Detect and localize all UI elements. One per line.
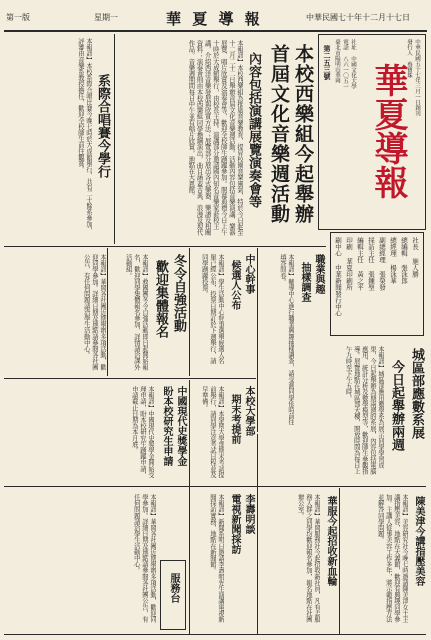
- page-header: [6, 8, 426, 30]
- exam-body: 本報訊】本學期大學部期末考試提前舉行，請同學注意考試日程並及早準備。: [200, 386, 224, 478]
- li-headline: 李壽明談: [243, 494, 254, 534]
- masthead-line-3: 社址 中國文化大學: [350, 39, 356, 89]
- li-story: [190, 490, 256, 632]
- exam-headline: 本校大學部: [243, 386, 254, 436]
- staff-line-6: 編輯主任 黃之平: [356, 237, 364, 291]
- cadre-subhead: 候選人公布: [229, 260, 240, 310]
- job-story: [258, 250, 326, 430]
- exam-story: [190, 382, 256, 482]
- masthead-line-5: 臺北市陽明山華岡: [334, 39, 340, 83]
- staff-line-7: 印刷 華夏印刷所: [345, 237, 353, 291]
- bottom-left-body: 本報訊】華岡各社團近期舉辦多項活動，歡迎同學參加。詳細日期及地點請參閱各社團公告，有任何問題請洽學生活動中心。: [82, 254, 106, 370]
- masthead-line-2: 發行人 蔡寶珠: [406, 39, 412, 78]
- hist-headline: 中國現代史獎學金: [175, 386, 186, 466]
- lead-story: [115, 34, 315, 244]
- blood-story: [258, 490, 338, 632]
- chorus-headline: 系際合唱賽今學行: [95, 74, 110, 178]
- chen-body: 本報訊】美容研究社今晚七時邀請陳美津女士主講指壓美容，地點在大義館，歡迎有興趣同學參加。主講人從事美容工作多年，將示範指壓方法並解答同學問題。: [376, 494, 408, 623]
- hist-subhead: 盼本校研究生申請: [161, 386, 172, 466]
- staff-line-4: 副總經理 張榮發: [378, 237, 386, 291]
- chen-story: [340, 490, 426, 632]
- hist-story: [108, 382, 188, 482]
- masthead-title: 華夏導報: [368, 63, 408, 199]
- exam-subhead: 期末考提前: [229, 394, 240, 444]
- blood-body: 本報訊】華岡服務社今起招收新社員，凡有志服務人群之同學均歡迎報名參加，報名地點在社團辦公室。: [296, 494, 320, 623]
- cadre-body: 本報訊】學生活動中心幹事選舉候選人名單已經公布，投票日期訂於下週舉行，請同學踴躍投票。: [200, 254, 224, 364]
- li-subhead: 電視新聞採訪: [229, 494, 240, 554]
- city-story: [330, 340, 426, 480]
- staff-line-8: 刷中心 中華新聞發行中心: [334, 237, 342, 317]
- winter-story: [108, 250, 188, 376]
- li-body: 本報訊】新聞系明日邀請李壽明先生演講電視新聞採訪實務，地點在新聞館。: [208, 494, 224, 623]
- chen-headline: 陳美津今講指壓美容: [413, 496, 424, 586]
- header-issue: 星期一: [94, 13, 118, 22]
- city-subhead: 今日起舉辦兩週: [389, 360, 404, 451]
- hist-body: 本報訊】中國現代史獎學金開始受理申請，盼本校研究生踴躍申請，申請截止日期為本月底。: [130, 386, 154, 478]
- blood-headline: 華服今起招收新血輪: [325, 496, 336, 586]
- winter-subhead: 歡迎集體報名: [153, 260, 168, 338]
- cadre-story: [190, 250, 256, 370]
- staff-line-5: 採訪主任 張鍾聖: [367, 237, 375, 291]
- lead-headline-2: 首屆文化音樂週活動: [268, 44, 290, 224]
- header-edition: 第一版: [6, 13, 30, 22]
- job-subhead: 抽樣調查: [299, 262, 310, 302]
- bottom-left-story: [6, 250, 106, 376]
- lead-body: 本報訊】本校西樂組為推廣音樂教育，提昇校園音樂風氣，特於今日起至十二月二十二日舉辦首屆文化音樂週活動。活動內容包括音樂演講、樂器展覽、唱片欣賞及演奏會等，歡迎全校師生踴躍參加。開幕典禮今日上午十時於大成館舉行，由校長主持。演講部分邀請國內知名音樂家蒞校主講，介紹西洋音樂發展與欣賞方法；展覽部分展出各式樂器、樂譜及相關資料；演奏會則由本校西樂組同學擔綱演出，曲目涵蓋古典、浪漫及現代作品。音樂週期間每日中午並有唱片欣賞，地點在大恩館。: [187, 40, 243, 236]
- header-date: 中華民國七十年十二月十七日: [306, 13, 410, 22]
- chorus-story: [6, 34, 112, 244]
- lead-headline: 本校西樂組今起舉辦: [292, 44, 314, 224]
- winter-body: 本報訊】救國團冬令自強活動即日起開始報名，歡迎同學集體報名參加，詳情請洽課外活動組。: [124, 254, 148, 370]
- staff-box: [330, 232, 424, 336]
- masthead-line-1: 中華民國五十七年三月一日創刊: [414, 39, 420, 116]
- job-body: 本報訊】輔導中心進行職業興趣抽樣調查，請受測同學依時前往填答問卷。: [278, 254, 294, 425]
- city-headline: 城區部應數系展: [409, 348, 424, 439]
- staff-line-2: 總編輯 張泳郎: [400, 237, 408, 284]
- staff-line-3: 總經理 楊泳華: [389, 237, 397, 284]
- masthead-line-4: 電話 八六一〇五一: [342, 39, 348, 89]
- masthead-issue-number: 第二五三號: [323, 45, 332, 80]
- bottom-misc-story: [6, 490, 156, 632]
- service-box: [160, 560, 186, 630]
- lead-subhead: 內容包括演講展覽演奏會等: [246, 52, 261, 208]
- service-label: 服務台: [168, 573, 179, 603]
- city-body: 本報訊】城區部應用數學系為展示同學學習成果，今日起舉辦為期兩週的系展，內容包括電腦應用、統計分析及數學模型等，歡迎師生參觀指導。展覽地點在城區部大樓，開放時間為每日上午九時至下午五時。: [344, 346, 384, 475]
- job-headline: 職業與趣: [313, 254, 324, 294]
- header-paper-title: 華 夏 導 報: [166, 10, 263, 28]
- cadre-headline: 中心幹事: [243, 254, 254, 294]
- bottom-misc-body: 本報訊】華岡各社團近期舉辦多項活動，歡迎同學參加。詳細日期及地點請參閱各社團公告，有任何問題請洽學生活動中心。: [132, 494, 156, 623]
- winter-headline: 冬令自強活動: [171, 254, 186, 332]
- staff-line-1: 社長 施人勝: [411, 237, 419, 278]
- masthead: [318, 34, 426, 230]
- chorus-body: 本報訊】本校系際合唱比賽今晚七時於大成館舉行，共有二十餘系參加，評審由音樂系教授擔任，歡迎全校師生前往觀賞。: [76, 38, 92, 234]
